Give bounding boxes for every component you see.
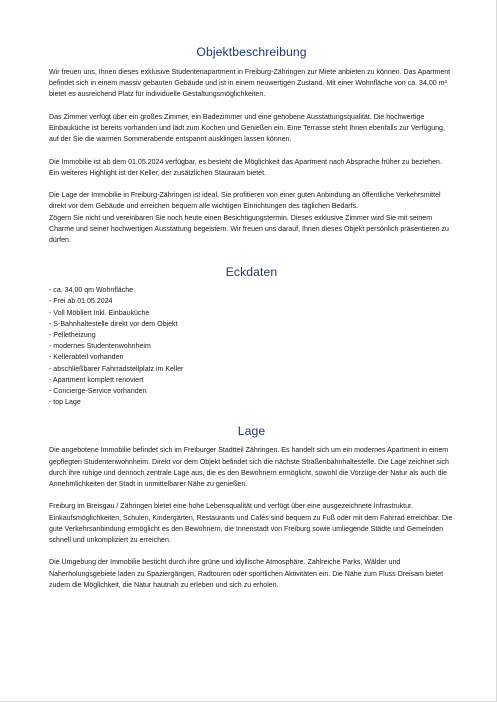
list-item: - Pelletheizung: [49, 332, 96, 340]
section-objektbeschreibung: [49, 67, 454, 246]
list-item: - modernes Studentenwohnheim: [49, 343, 151, 351]
list-item: - Frei ab 01.05.2024: [49, 298, 113, 306]
paragraph: Wir freuen uns, Ihnen dieses exklusive Studentenapartment in Freiburg-Zähringen zur Miete anbieten zu können. Das Apartment befindet sich in einem massiv gebauten Gebäude und ist in einem neuwertigen Zustand. Mit einer Wohnfläche von ca. 34,00 m² bietet es ausreichend Platz für individuelle Gestaltungsmöglichkeiten.: [49, 69, 451, 99]
paragraph: Die Umgebung der Immobilie besticht durch ihre grüne und idyllische Atmosphäre. Zahlreiche Parks, Wälder und Naherholungsgebiete laden zu Spaziergängen, Radtouren oder sportlichen Aktivitäten ein. Die Nähe zum Fluss Dreisam bietet zudem die Möglichkeit, die Natur hautnah zu erleben und sich zu erholen.: [49, 559, 444, 589]
paragraph: Die Lage der Immobilie in Freiburg-Zähringen ist ideal. Sie profitieren von einer guten Anbindung an öffentliche Verkehrsmittel direkt vor dem Gebäude und erreichen bequem alle wichtigen Einrichtungen des täglichen Bedarfs.: [49, 192, 441, 211]
list-item: - S-Bahnhaltestelle direkt vor dem Objekt: [49, 320, 178, 328]
section-title-eckdaten: Eckdaten: [225, 265, 278, 280]
paragraph: Die angebotene Immobilie befindet sich im Freiburger Stadtteil Zähringen. Es handelt sich um ein modernes Apartment in einem gepflegten Studentenwohnheim. Direkt vor dem Objekt befindet sich die nächste Straßenbahnhaltestelle. Die Lage zeichnet sich durch ihre ruhige und dennoch zentrale Lage aus, die es den Bewohnern ermöglicht, sowohl die Vorzüge der Natur als auch die Annehmlichkeiten der Stadt in unmittelbarer Nähe zu genießen.: [49, 447, 449, 489]
list-item: - top Lage: [49, 399, 81, 407]
list-item: - Kellerabteil vorhanden: [49, 354, 124, 362]
section-title-objektbeschreibung: Objektbeschreibung: [196, 45, 307, 59]
list-item: - abschließbarer Fahrradstellplatz im Keller: [49, 365, 184, 373]
eckdaten-list: [49, 285, 454, 408]
paragraph: Die Immobilie ist ab dem 01.05.2024 verfügbar, es besteht die Möglichkeit das Apartment nach Absprache früher zu beziehen. Ein weiteres Highlight ist der Keller, der zusätzlichen Stauraum bietet.: [49, 158, 442, 177]
page-content: [49, 45, 454, 591]
section-lage: [49, 445, 454, 591]
list-item: - ca. 34,00 qm Wohnfläche: [49, 287, 134, 295]
list-item: - Voll Möbliert Inkl. Einbauküche: [49, 309, 150, 317]
list-item: - Concierge-Service vorhanden: [49, 388, 147, 396]
section-title-lage: Lage: [237, 424, 266, 439]
paragraph: Zögern Sie nicht und vereinbaren Sie noch heute einen Besichtigungstermin. Dieses exklusive Zimmer wird Sie mit seinem Charme und seiner hochwertigen Ausstattung begeistern. Wir freuen uns darauf, Ihnen dieses Objekt persönlich präsentieren zu dürfen.: [49, 214, 449, 244]
paragraph: Freiburg im Breisgau / Zähringen bietet eine hohe Lebensqualität und verfügt über eine ausgezeichnete Infrastruktur. Einkaufsmöglichkeiten, Schulen, Kindergärten, Restaurants und Cafés sind bequem zu Fuß oder mit dem Fahrrad erreichbar. Die gute Verkehrsanbindung ermöglicht es den Bewohnern, die Innenstadt von Freiburg sowie umliegende Städte und Gemeinden schnell und unkompliziert zu erreichen.: [49, 503, 453, 545]
list-item: - Apartment komplett renoviert: [49, 376, 144, 384]
paragraph: Das Zimmer verfügt über ein großes Zimmer, ein Badezimmer und eine gehobene Ausstattungsqualität. Die hochwertige Einbauküche ist bereits vorhanden und lädt zum Kochen und Genießen ein. Eine Terrasse steht Ihnen ebenfalls zur Verfügung, auf der Sie die warmen Sommerabende entspannt ausklingen lassen können.: [49, 113, 445, 144]
